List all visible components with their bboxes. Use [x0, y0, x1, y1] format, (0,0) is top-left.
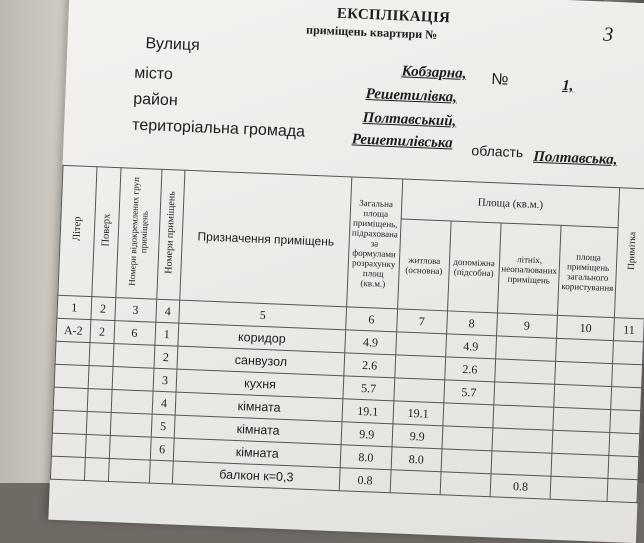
cell-room-number: 2 — [154, 345, 179, 369]
cell-aux-area: 2.6 — [444, 357, 495, 382]
cell-note — [607, 478, 638, 502]
street-label: Вулиця — [145, 35, 201, 55]
cell-floor: 2 — [90, 320, 115, 344]
district-value: Полтавський, — [362, 109, 457, 130]
cell-note — [611, 387, 642, 411]
cell-living-area — [396, 332, 447, 357]
cell-common-area — [553, 407, 611, 432]
document-subtitle: приміщень квартири № — [305, 22, 438, 42]
number-value: 1, — [561, 77, 574, 95]
header-living: житлова (основна) — [397, 219, 450, 311]
cell-liter — [55, 341, 90, 365]
cell-room-number: 5 — [151, 414, 176, 438]
cell-total-area: 5.7 — [343, 376, 395, 401]
header-note: Примітка — [615, 188, 644, 319]
page-number: 3 — [602, 23, 614, 46]
cell-group — [112, 367, 154, 392]
cell-aux-area — [442, 426, 493, 451]
cell-group — [108, 458, 150, 483]
cell-group — [110, 412, 152, 437]
col-number: 11 — [614, 318, 644, 342]
cell-total-area: 9.9 — [341, 422, 393, 447]
cell-note — [610, 410, 641, 434]
cell-summer-area — [493, 382, 555, 407]
cell-living-area: 19.1 — [393, 401, 444, 426]
col-number: 8 — [446, 311, 497, 336]
cell-liter — [51, 433, 86, 457]
col-number: 1 — [57, 295, 92, 319]
col-number: 4 — [155, 299, 180, 323]
cell-total-area: 19.1 — [342, 399, 394, 424]
cell-summer-area: 0.8 — [490, 474, 552, 499]
cell-room-number: 6 — [150, 437, 175, 461]
cell-aux-area — [441, 449, 492, 474]
cell-purpose: санвузол — [177, 346, 344, 376]
cell-common-area — [555, 361, 613, 386]
cell-summer-area — [492, 405, 554, 430]
cell-floor — [89, 343, 114, 367]
cell-common-area — [550, 476, 608, 501]
header-area-group: Площа (кв.м.) — [401, 179, 620, 228]
cell-group: 6 — [114, 321, 156, 346]
col-number: 6 — [346, 307, 398, 332]
cell-aux-area — [443, 403, 494, 428]
cell-floor — [88, 366, 113, 390]
cell-floor — [87, 389, 112, 413]
col-number: 9 — [496, 313, 558, 338]
cell-note — [609, 433, 640, 457]
cell-aux-area — [440, 472, 491, 497]
cell-liter — [52, 410, 87, 434]
col-number: 3 — [114, 298, 156, 323]
col-number: 2 — [91, 297, 116, 321]
header-summer: літніх, неопалюваних приміщень — [497, 223, 561, 315]
cell-living-area — [390, 470, 441, 495]
cell-living-area: 8.0 — [391, 447, 442, 472]
cell-liter — [50, 456, 85, 480]
cell-room-number: 1 — [154, 322, 179, 346]
cell-note — [613, 341, 644, 365]
city-value: Решетилівка, — [365, 85, 458, 106]
cell-living-area — [395, 355, 446, 380]
cell-common-area — [556, 338, 614, 363]
region-label: область — [471, 142, 524, 161]
header-purpose: Призначення приміщень — [180, 170, 352, 307]
number-label: № — [491, 70, 509, 89]
cell-total-area: 0.8 — [339, 468, 391, 493]
cell-purpose: кухня — [176, 369, 343, 399]
cell-living-area — [394, 378, 445, 403]
header-room-numbers: Номери приміщень — [156, 169, 185, 300]
cell-purpose: балкон к=0,3 — [173, 461, 340, 491]
cell-summer-area — [494, 359, 556, 384]
col-number: 10 — [557, 315, 615, 340]
header-total-area: Загальна площа приміщень, підрахована за формулами розрахунку площ (кв.м.) — [346, 177, 402, 309]
cell-summer-area — [491, 451, 553, 476]
cell-common-area — [552, 430, 610, 455]
cell-liter: А-2 — [56, 318, 91, 342]
header-auxiliary: допоміжна (підсобна) — [447, 221, 501, 313]
cell-group — [109, 435, 151, 460]
cell-liter — [53, 387, 88, 411]
cell-total-area: 2.6 — [344, 353, 396, 378]
cell-purpose: коридор — [178, 323, 345, 353]
cell-summer-area — [492, 428, 554, 453]
document-title: ЕКСПЛІКАЦІЯ — [336, 5, 451, 27]
cell-room-number: 3 — [153, 368, 178, 392]
cell-group — [113, 344, 155, 369]
community-value: Решетилівська — [351, 131, 453, 152]
cell-aux-area: 5.7 — [444, 380, 495, 405]
district-label: район — [132, 90, 179, 110]
document-page — [48, 0, 644, 543]
street-value: Кобзарна, — [401, 63, 467, 82]
cell-note — [612, 364, 643, 388]
header-floor: Поверх — [92, 167, 121, 298]
cell-summer-area — [495, 336, 557, 361]
cell-floor — [86, 412, 111, 436]
cell-purpose: кімната — [175, 415, 342, 445]
community-label: територіальна громада — [131, 116, 306, 141]
col-number: 5 — [179, 300, 346, 330]
cell-note — [608, 456, 639, 480]
header-liter: Літер — [58, 165, 97, 296]
cell-common-area — [554, 384, 612, 409]
cell-liter — [54, 364, 89, 388]
cell-total-area: 8.0 — [340, 445, 392, 470]
explication-table — [50, 165, 644, 503]
cell-room-number — [149, 460, 174, 484]
cell-group — [111, 390, 153, 415]
cell-living-area: 9.9 — [392, 424, 443, 449]
cell-floor — [84, 457, 109, 481]
cell-aux-area: 4.9 — [445, 334, 496, 359]
cell-room-number: 4 — [152, 391, 177, 415]
col-number: 7 — [396, 309, 447, 334]
cell-floor — [85, 435, 110, 459]
cell-purpose: кімната — [174, 438, 341, 468]
header-common: площа приміщень загального користування — [558, 225, 619, 317]
header-separate-groups: Номери відокремлених груп приміщень — [115, 168, 161, 300]
region-value: Полтавська, — [532, 148, 618, 169]
city-label: місто — [133, 64, 174, 84]
cell-purpose: кімната — [175, 392, 342, 422]
cell-total-area: 4.9 — [345, 330, 397, 355]
cell-common-area — [551, 453, 609, 478]
